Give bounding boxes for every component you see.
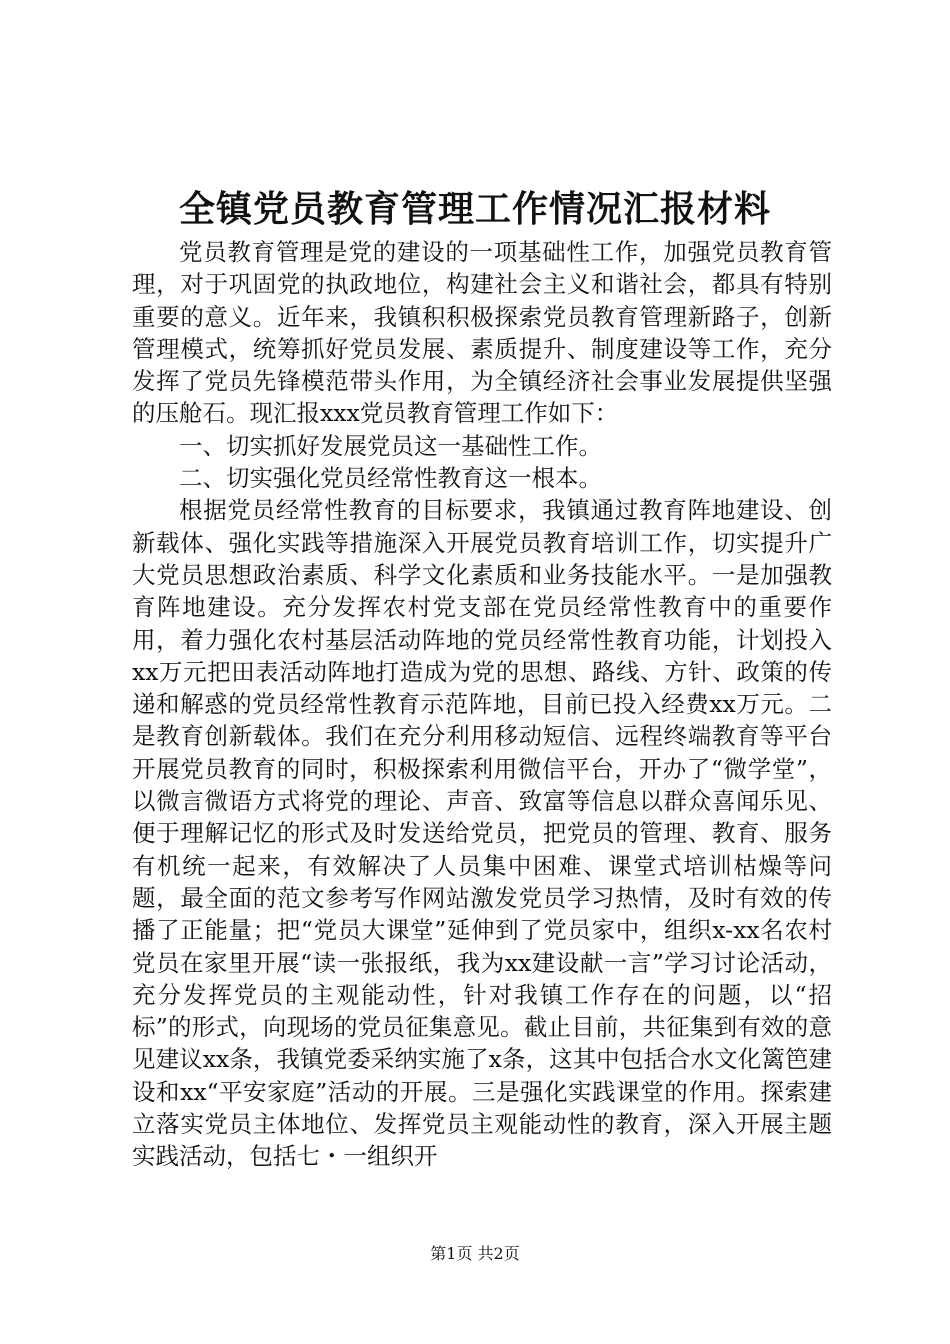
body-paragraph: 根据党员经常性教育的目标要求，我镇通过教育阵地建设、创新载体、强化实践等措施深入开展党员教育培训工作，切实提升广大党员思想政治素质、科学文化素质和业务技能水平。一是加强教育阵地建设。充分发挥农村党支部在党员经常性教育中的重要作用，着力强化农村基层活动阵地的党员经常性教育功能，计划投入xx万元把田表活动阵地打造成为党的思想、路线、方针、政策的传递和解惑的党员经常性教育示范阵地，目前已投入经费xx万元。二是教育创新载体。我们在充分利用移动短信、远程终端教育等平台开展党员教育的同时，积极探索利用微信平台，开办了“微学堂”，以微言微语方式将党的理论、声音、致富等信息以群众喜闻乐见、便于理解记忆的形式及时发送给党员，把党员的管理、教育、服务有机统一起来，有效解决了人员集中困难、课堂式培训枯燥等问题，最全面的范文参考写作网站激发党员学习热情，及时有效的传播了正能量；把“党员大课堂”延伸到了党员家中，组织x-xx名农村党员在家里开展“读一张报纸，我为xx建设献一言”学习讨论活动，充分发挥党员的主观能动性，针对我镇工作存在的问题，以“招标”的形式，向现场的党员征集意见。截止目前，共征集到有效的意见建议xx条，我镇党委采纳实施了x条，这其中包括合水文化篱笆建设和xx“平安家庭”活动的开展。三是强化实践课堂的作用。探索建立落实党员主体地位、发挥党员主观能动性的教育，深入开展主题实践活动，包括七・一组织开 xyxy=(132,496,832,1171)
page-footer: 第1页 共2页 xyxy=(430,1244,520,1263)
body-paragraph: 二、切实强化党员经常性教育这一根本。 xyxy=(179,464,602,493)
body-paragraph: 一、切实抓好发展党员这一基础性工作。 xyxy=(179,431,602,460)
document-body xyxy=(132,236,832,1173)
body-paragraph: 党员教育管理是党的建设的一项基础性工作，加强党员教育管理，对于巩固党的执政地位，构建社会主义和谐社会，都具有特别重要的意义。近年来，我镇积积极探索党员教育管理新路子，创新管理模式，统筹抓好党员发展、素质提升、制度建设等工作，充分发挥了党员先锋模范带头作用，为全镇经济社会事业发展提供坚强的压舱石。现汇报xxx党员教育管理工作如下： xyxy=(132,238,832,428)
document-title: 全镇党员教育管理工作情况汇报材料 xyxy=(178,188,771,230)
